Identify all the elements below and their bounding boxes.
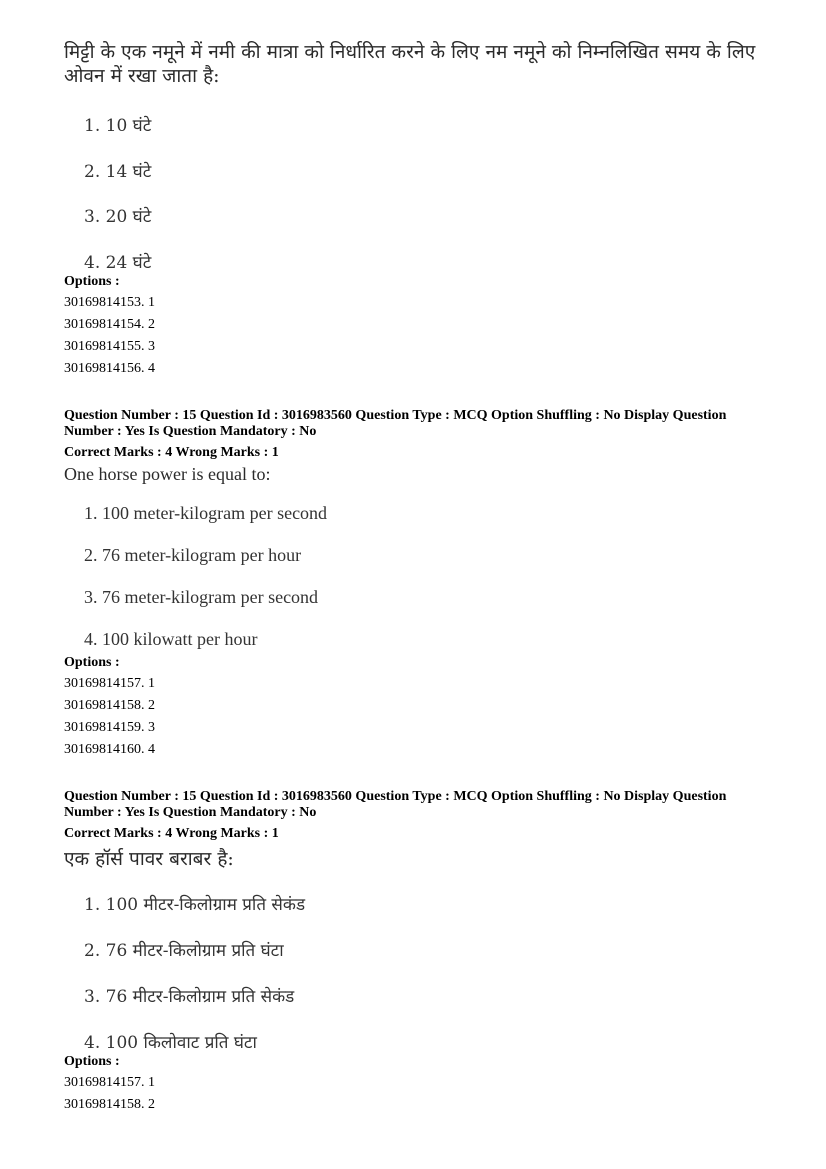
answer-choice: 4. 24 घंटे (84, 253, 152, 273)
answer-choice: 4. 100 किलोवाट प्रति घंटा (84, 1033, 257, 1053)
option-id: 30169814160. 4 (64, 742, 155, 757)
answer-choice: 2. 76 मीटर-किलोग्राम प्रति घंटा (84, 941, 284, 961)
question-text: One horse power is equal to: (64, 464, 271, 484)
option-id: 30169814154. 2 (64, 317, 155, 332)
option-id: 30169814155. 3 (64, 339, 155, 354)
question-meta-line-1: Question Number : 15 Question Id : 3016983560 Question Type : MCQ Option Shuffling : No Display Question (64, 789, 727, 804)
question-text: एक हॉर्स पावर बराबर है: (64, 848, 234, 870)
options-label: Options : (64, 274, 120, 289)
answer-choice: 1. 100 मीटर-किलोग्राम प्रति सेकंड (84, 895, 306, 915)
options-label: Options : (64, 655, 120, 670)
answer-choice: 1. 10 घंटे (84, 116, 152, 136)
option-id: 30169814157. 1 (64, 1075, 155, 1090)
option-id: 30169814156. 4 (64, 361, 155, 376)
question-meta-line-2: Number : Yes Is Question Mandatory : No (64, 424, 317, 439)
answer-choice: 2. 14 घंटे (84, 162, 152, 182)
option-id: 30169814158. 2 (64, 1097, 155, 1112)
answer-choice: 1. 100 meter-kilogram per second (84, 503, 328, 523)
answer-choice: 3. 20 घंटे (84, 207, 152, 227)
marks-line: Correct Marks : 4 Wrong Marks : 1 (64, 445, 279, 460)
question-text-line-2: ओवन में रखा जाता है: (64, 65, 220, 87)
question-meta-line-1: Question Number : 15 Question Id : 3016983560 Question Type : MCQ Option Shuffling : No Display Question (64, 408, 727, 423)
marks-line: Correct Marks : 4 Wrong Marks : 1 (64, 826, 279, 841)
question-text-line-1: मिट्टी के एक नमूने में नमी की मात्रा को निर्धारित करने के लिए नम नमूने को निम्नलिखित समय के लिए (64, 41, 756, 63)
question-meta-line-2: Number : Yes Is Question Mandatory : No (64, 805, 317, 820)
answer-choice: 3. 76 मीटर-किलोग्राम प्रति सेकंड (84, 987, 295, 1007)
answer-choice: 4. 100 kilowatt per hour (84, 629, 258, 649)
answer-choice: 2. 76 meter-kilogram per hour (84, 545, 302, 565)
option-id: 30169814158. 2 (64, 698, 155, 713)
options-label: Options : (64, 1054, 120, 1069)
answer-choice: 3. 76 meter-kilogram per second (84, 587, 319, 607)
option-id: 30169814157. 1 (64, 676, 155, 691)
option-id: 30169814159. 3 (64, 720, 155, 735)
option-id: 30169814153. 1 (64, 295, 155, 310)
